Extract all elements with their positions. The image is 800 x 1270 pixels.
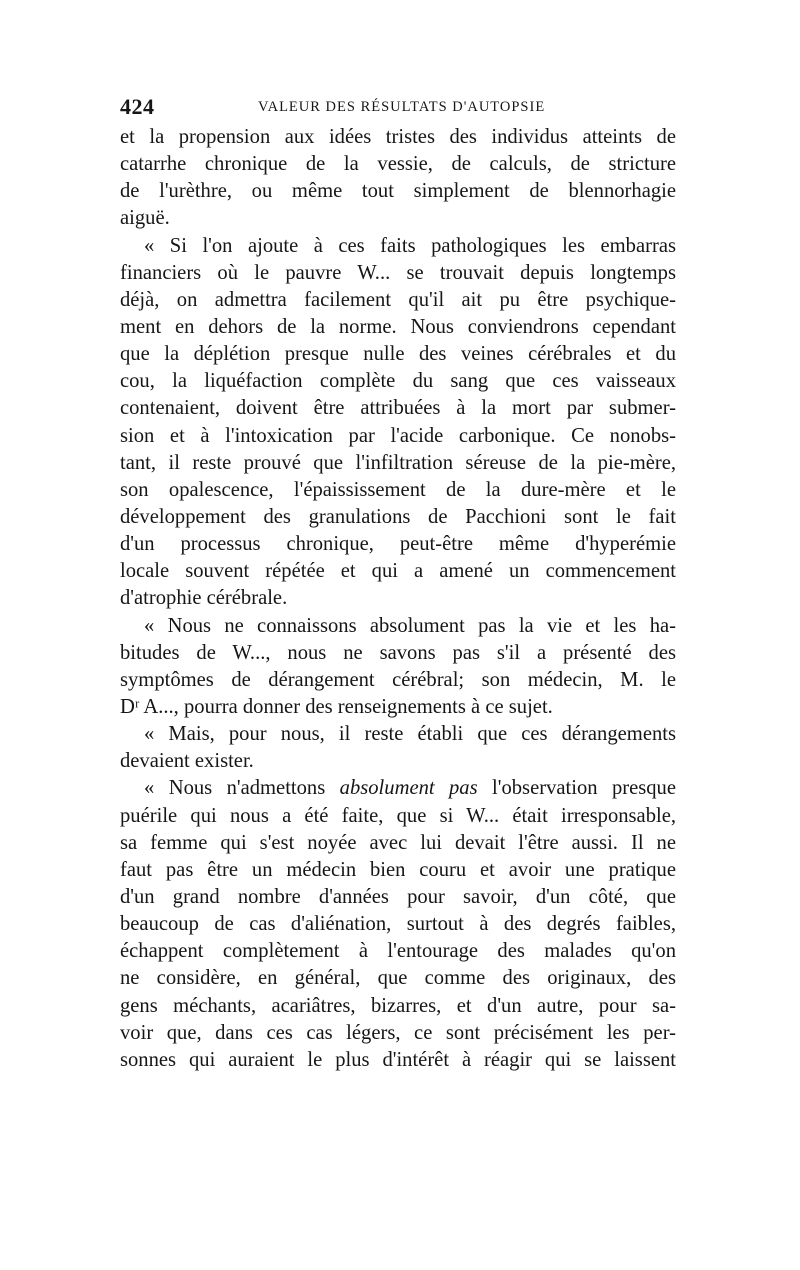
paragraph-start-line: « Mais, pour nous, il reste établi que ces dérangements — [144, 723, 676, 746]
emphasis: absolument pas — [339, 777, 478, 800]
text-line: financiers où le pauvre W... se trouvait depuis longtemps — [120, 261, 676, 284]
text-line: bitudes de W..., nous ne savons pas s'il a présenté des — [120, 641, 676, 664]
body-text — [120, 124, 676, 1074]
text-line: que la déplétion presque nulle des veines cérébrales et du — [120, 343, 676, 366]
page-header — [120, 94, 680, 124]
paragraph-start-line — [120, 775, 676, 802]
text-line: symptômes de dérangement cérébral; son médecin, M. le — [120, 668, 676, 691]
text-line: de l'urèthre, ou même tout simplement de blennorhagie — [120, 180, 676, 203]
paragraph-end-line: devaient exister. — [120, 750, 254, 773]
text-line: voir que, dans ces cas légers, ce sont précisément les per- — [120, 1021, 676, 1044]
text-line: sonnes qui auraient le plus d'intérêt à réagir qui se laissent — [120, 1048, 676, 1071]
text-line: faut pas être un médecin bien couru et avoir une pratique — [120, 858, 676, 881]
text-line: tant, il reste prouvé que l'infiltration séreuse de la pie-mère, — [120, 451, 676, 474]
text-line: puérile qui nous a été faite, que si W... était irresponsable, — [120, 804, 676, 827]
text-line: d'un processus chronique, peut-être même d'hyperémie — [120, 533, 676, 556]
text-line: et la propension aux idées tristes des individus atteints de — [120, 126, 676, 148]
text-line: contenaient, doivent être attribuées à la mort par submer- — [120, 397, 676, 420]
text-line: d'un grand nombre d'années pour savoir, d'un côté, que — [120, 885, 676, 908]
text-segment: l'observation presque — [477, 777, 676, 800]
text-line: ment en dehors de la norme. Nous conviendrons cependant — [120, 315, 676, 338]
text-line: échappent complètement à l'entourage des malades qu'on — [120, 940, 676, 963]
running-head: VALEUR DES RÉSULTATS D'AUTOPSIE — [258, 99, 546, 115]
text-line: sa femme qui s'est noyée avec lui devait l'être aussi. Il ne — [120, 831, 676, 854]
text-line: locale souvent répétée et qui a amené un commencement — [120, 560, 676, 583]
text-line: ne considère, en général, que comme des originaux, des — [120, 967, 676, 990]
paragraph-start-line: « Nous ne connaissons absolument pas la vie et les ha- — [144, 614, 676, 637]
text-line: sion et à l'intoxication par l'acide carbonique. Ce nonobs- — [120, 424, 676, 447]
paragraph-end-line: Dʳ A..., pourra donner des renseignements à ce sujet. — [120, 695, 553, 718]
page-number: 424 — [120, 94, 155, 119]
paragraph-end-line: aiguë. — [120, 207, 170, 230]
text-line: son opalescence, l'épaississement de la dure-mère et le — [120, 478, 676, 501]
text-line: gens méchants, acariâtres, bizarres, et d'un autre, pour sa- — [120, 994, 676, 1017]
text-line: catarrhe chronique de la vessie, de calculs, de stricture — [120, 153, 676, 176]
paragraph-end-line: d'atrophie cérébrale. — [120, 587, 288, 610]
text-line: déjà, on admettra facilement qu'il ait pu être psychique- — [120, 288, 676, 311]
text-line: développement des granulations de Pacchioni sont le fait — [120, 505, 676, 528]
text-line: beaucoup de cas d'aliénation, surtout à des degrés faibles, — [120, 913, 676, 936]
text-line: cou, la liquéfaction complète du sang que ces vaisseaux — [120, 370, 676, 393]
text-segment: « Nous n'admettons — [144, 777, 340, 800]
paragraph-start-line: « Si l'on ajoute à ces faits pathologiques les embarras — [144, 234, 676, 257]
